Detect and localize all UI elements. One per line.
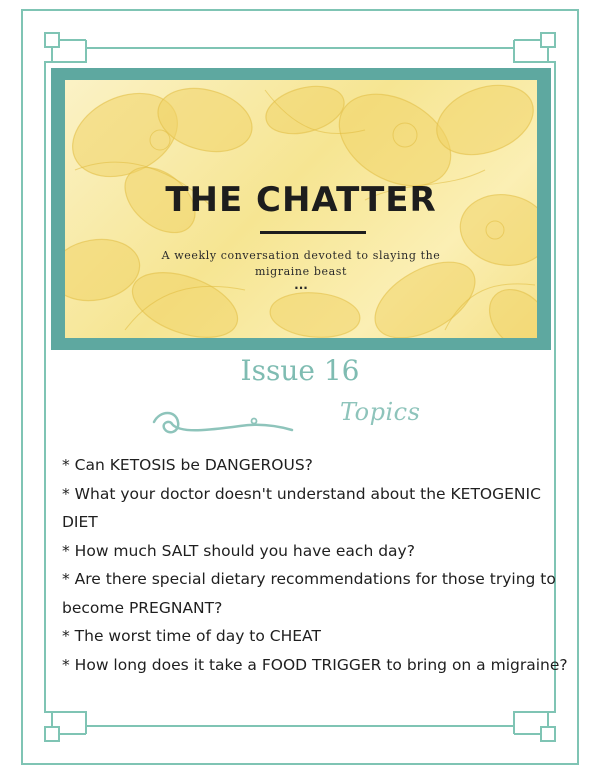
newsletter-title: THE CHATTER xyxy=(165,180,437,220)
issue-number: Issue 16 xyxy=(240,354,360,387)
title-underline xyxy=(260,231,366,234)
newsletter-subtitle: A weekly conversation devoted to slaying the migraine beast xyxy=(161,249,441,278)
topic-item: * Are there special dietary recommendations for those trying to become PREGNANT? xyxy=(62,570,556,617)
topic-list xyxy=(62,451,572,679)
topic-item: * How much SALT should you have each day? xyxy=(62,541,415,560)
swirl-ornament xyxy=(150,408,310,442)
banner-ellipsis: ... xyxy=(294,278,308,292)
banner xyxy=(51,68,551,350)
topic-item: * The worst time of day to CHEAT xyxy=(62,627,321,645)
banner-floral-background xyxy=(65,80,537,338)
topic-item: * Can KETOSIS be DANGEROUS? xyxy=(62,456,313,474)
topic-item: * What your doctor doesn't understand about the KETOGENIC DIET xyxy=(62,484,541,531)
topic-item: * How long does it take a FOOD TRIGGER to bring on a migraine? xyxy=(62,655,568,674)
topics-heading: Topics xyxy=(340,398,421,426)
